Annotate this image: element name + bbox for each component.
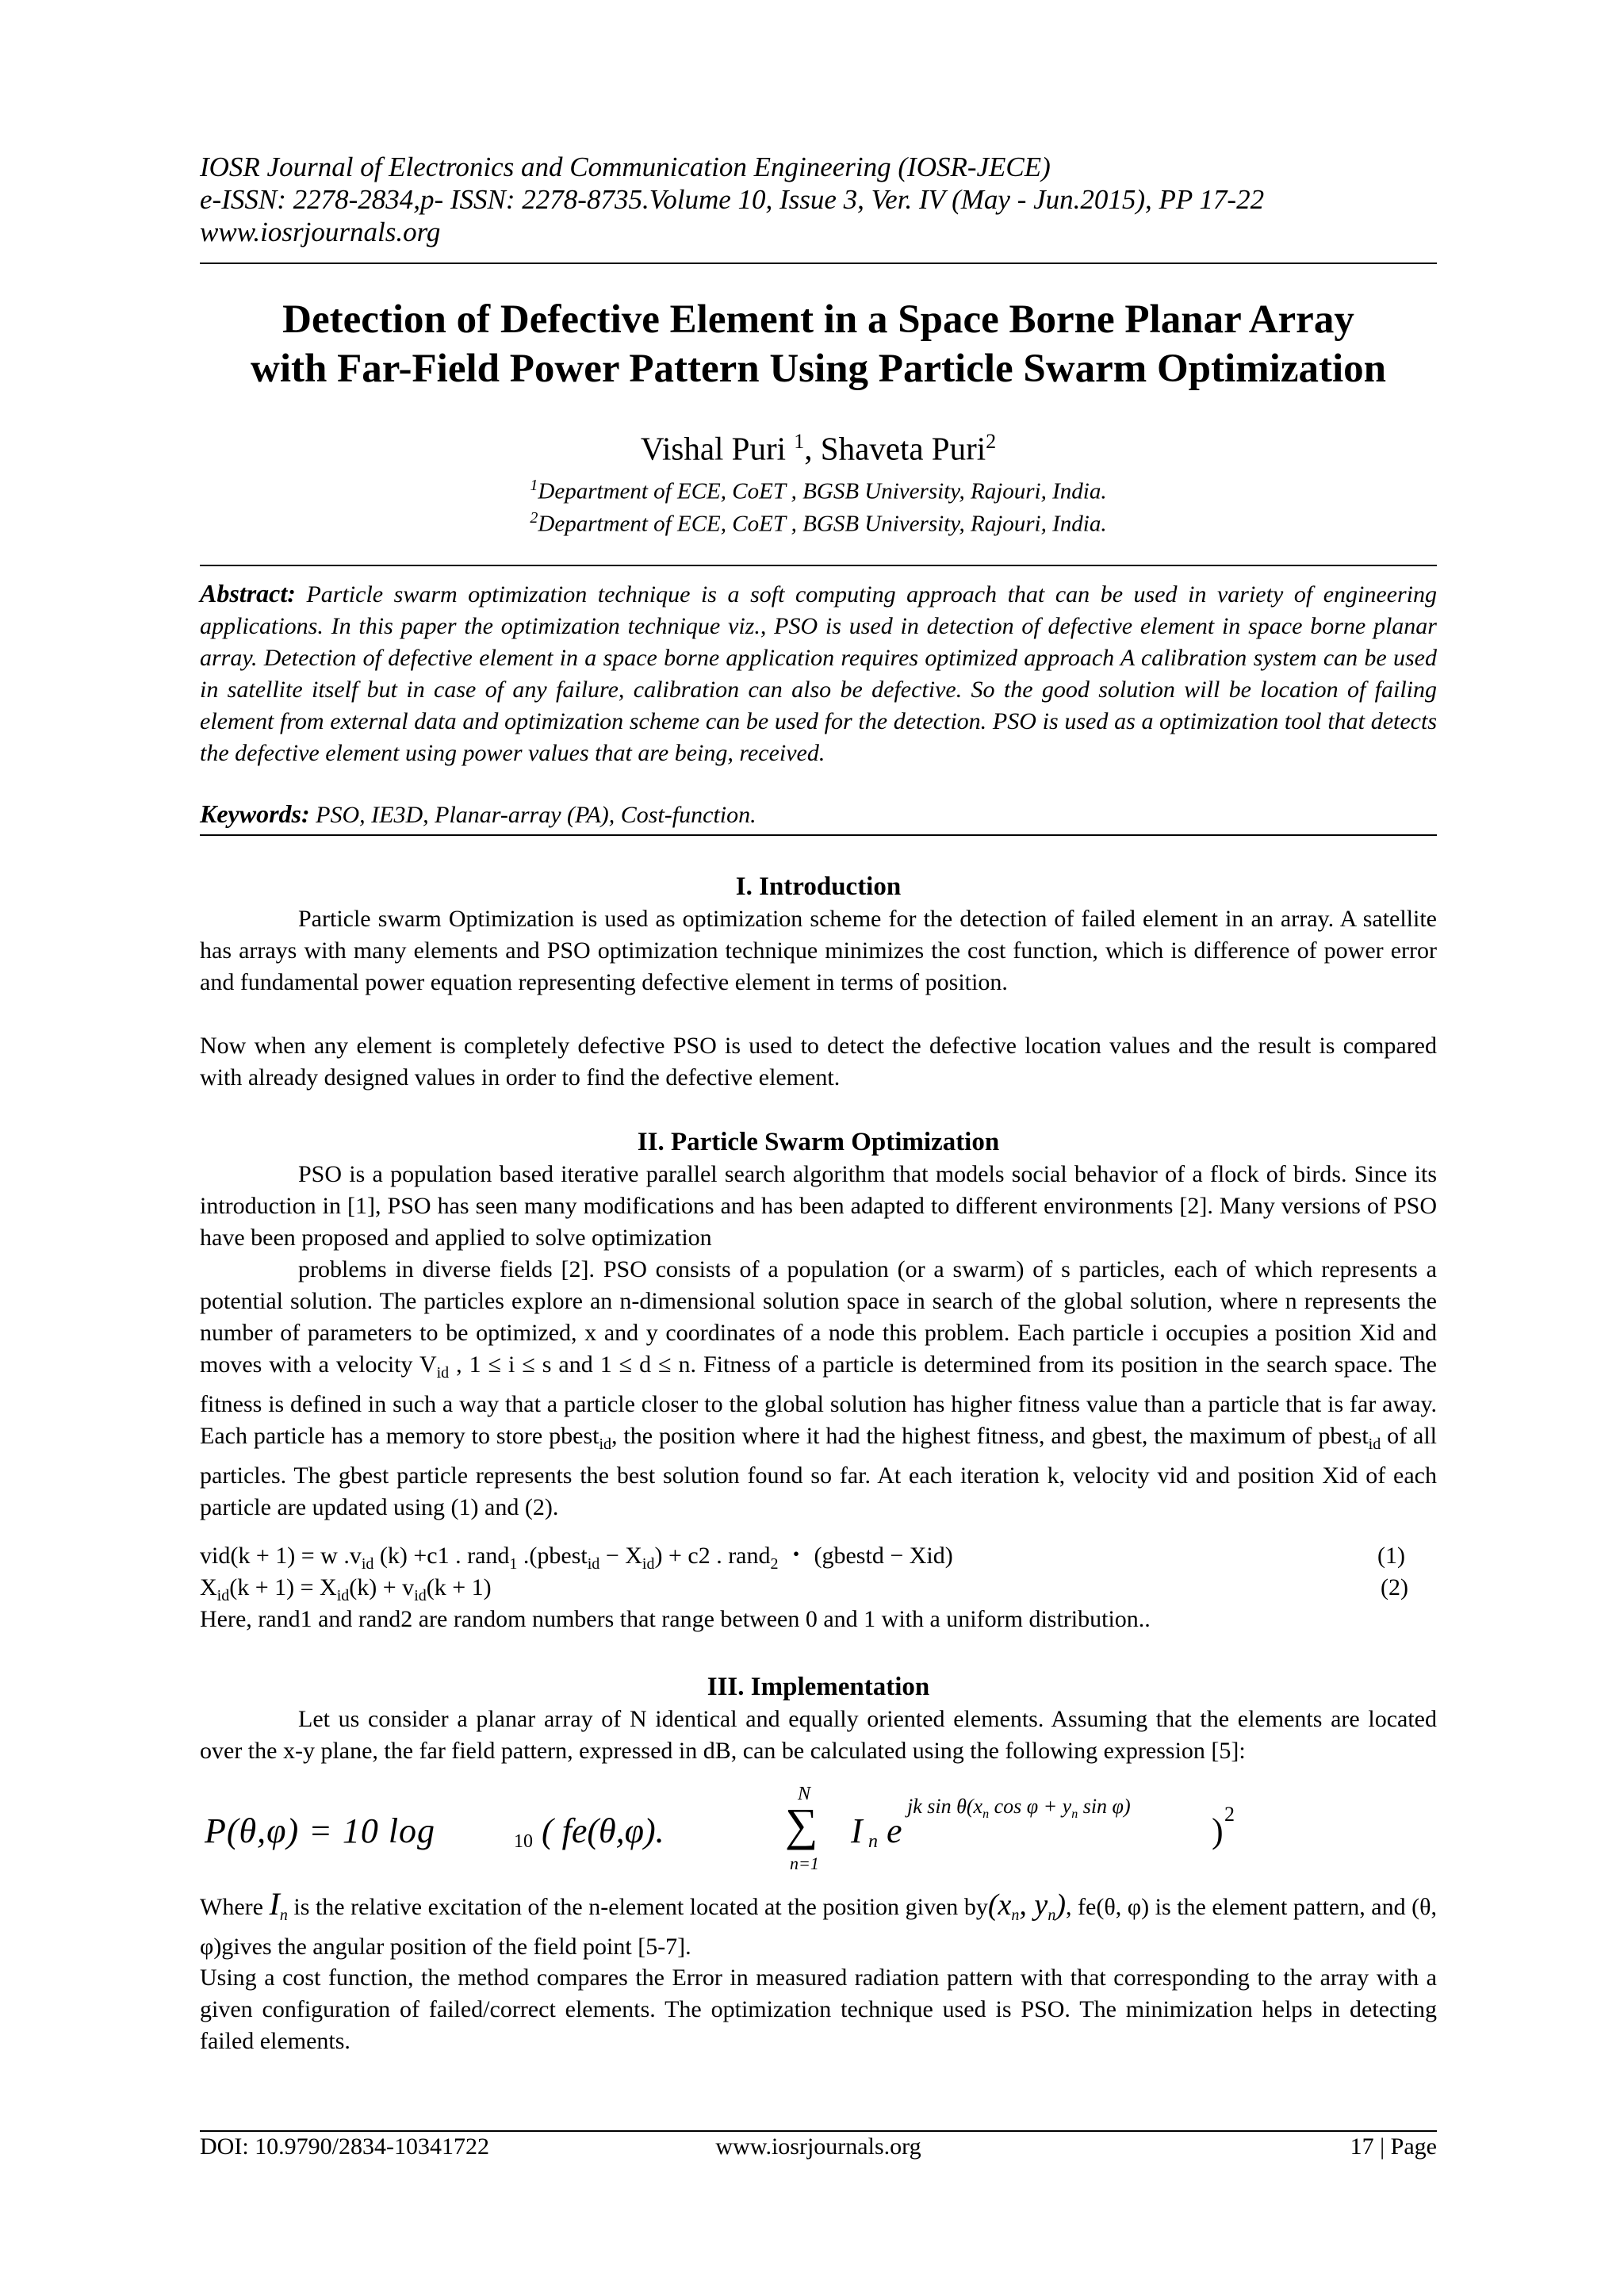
formula-exponent-a: jk sin θ(x <box>907 1795 983 1818</box>
formula-sum-bottom: n=1 <box>790 1853 819 1873</box>
impl-p2-pos-sub-1: n <box>1011 1907 1020 1924</box>
formula-exponent <box>907 1795 1131 1822</box>
eq1-part-a: vid(k + 1) = w .v <box>200 1543 362 1569</box>
formula-term-sub: n <box>868 1831 878 1852</box>
formula-exponent-sub-1: n <box>982 1807 990 1822</box>
impl-p2-part-c: , fe(θ, φ) is the element pattern, and (θ, φ)gives the angular position of the field point [5-7]. <box>200 1894 1438 1960</box>
pso-p2-sub-3: id <box>1368 1435 1381 1453</box>
pso-p2-part-a: problems in diverse fields [2]. PSO consists of a population (or a swarm) of s particles, each of which represents a potential solution. The particles explore an n-dimensional solution space in search of the global solution, where n represents the number of parameters to be optimized, x and y coordinates of a node this problem. Each particle i occupies a position Xid and moves with a velocity V <box>200 1256 1437 1378</box>
formula-close: ) <box>1212 1811 1224 1850</box>
formula-exp-base: e <box>887 1811 902 1850</box>
journal-header <box>200 151 1437 248</box>
journal-name: IOSR Journal of Electronics and Communication Engineering (IOSR-JECE) <box>200 151 1051 182</box>
eq2-part-d: (k + 1) <box>426 1574 492 1600</box>
formula-exponent-c: sin φ) <box>1078 1795 1131 1818</box>
formula-exponent-b: cos φ + y <box>989 1795 1072 1818</box>
footer-site: www.iosrjournals.org <box>715 2133 921 2160</box>
eq1-sub-c: id <box>587 1555 600 1573</box>
impl-p2-part-a: Where <box>200 1894 270 1920</box>
eq2-sub-b: id <box>336 1587 350 1604</box>
eq2-sub-c: id <box>414 1587 427 1604</box>
equation-1-number: (1) <box>1377 1543 1405 1569</box>
affiliation-2-mark: 2 <box>530 509 538 527</box>
implementation-paragraph-2 <box>200 1888 1437 1963</box>
section-pso-heading: II. Particle Swarm Optimization <box>637 1128 1000 1156</box>
author-1: Vishal Puri <box>640 430 787 467</box>
intro-paragraph-2: Now when any element is completely defective PSO is used to detect the defective location values and the result is compared with already designed values in order to find the defective element. <box>200 1033 1437 1091</box>
eq2-sub-a: id <box>216 1587 230 1604</box>
implementation-paragraph-3: Using a cost function, the method compares the Error in measured radiation pattern with that corresponding to the array with a given configuration of failed/correct elements. The optimization technique used is PSO. The minimization helps in detecting failed elements. <box>200 1964 1437 2054</box>
affiliation-2-text: Department of ECE, CoET , BGSB University, Rajouri, India. <box>538 511 1107 537</box>
abstract-bottom-rule <box>200 834 1437 836</box>
impl-p2-pos-sub-2: n <box>1048 1907 1056 1924</box>
impl-p2-var-sub: n <box>279 1907 288 1924</box>
title-line-2: with Far-Field Power Pattern Using Particle Swarm Optimization <box>251 347 1386 391</box>
intro-paragraph-1: Particle swarm Optimization is used as optimization scheme for the detection of failed element in an array. A satellite has arrays with many elements and PSO optimization technique minimizes the cost function, which is difference of power error and fundamental power equation representing defective element in terms of position. <box>200 906 1437 995</box>
paper-title <box>200 295 1437 393</box>
impl-p2-pos-b: , y <box>1019 1888 1048 1922</box>
eq2-part-c: (k) + v <box>349 1574 415 1600</box>
eq1-part-e: ) + c2 . rand <box>654 1543 771 1569</box>
pso-p2-sub-1: id <box>436 1364 450 1382</box>
affiliation-1-mark: 1 <box>530 477 538 494</box>
author-2: Shaveta Puri <box>820 430 986 467</box>
header-rule <box>200 263 1437 264</box>
affiliation-1-text: Department of ECE, CoET , BGSB University, Rajouri, India. <box>538 478 1107 504</box>
impl-p2-part-b: is the relative excitation of the n-element located at the position given by <box>287 1894 988 1920</box>
affiliation-2 <box>200 504 1437 539</box>
impl-p2-var: I <box>269 1886 280 1922</box>
eq2-part-a: X <box>200 1574 217 1600</box>
formula-sum-top: N <box>798 1784 811 1804</box>
impl-p2-pos-c: ) <box>1055 1888 1066 1922</box>
pso-p2-sub-2: id <box>599 1435 612 1453</box>
formula-log-sub: 10 <box>514 1831 533 1852</box>
eq1-part-b: (k) +c1 . rand <box>373 1543 510 1569</box>
keywords-text: PSO, IE3D, Planar-array (PA), Cost-function. <box>316 802 756 828</box>
pso-paragraph-3: Here, rand1 and rand2 are random numbers that range between 0 and 1 with a uniform distribution.. <box>200 1606 1151 1632</box>
pso-paragraph-2 <box>200 1254 1437 1524</box>
eq1-sub-a: id <box>361 1555 374 1573</box>
formula-exponent-sub-2: n <box>1071 1807 1078 1822</box>
journal-url: www.iosrjournals.org <box>200 217 441 247</box>
author-separator: , <box>804 430 821 467</box>
formula-power: 2 <box>1224 1803 1235 1826</box>
far-field-formula <box>205 1784 1442 1879</box>
abstract-label: Abstract: <box>200 579 296 608</box>
title-line-1: Detection of Defective Element in a Space Borne Planar Array <box>282 297 1354 342</box>
formula-lhs: P(θ,φ) = 10 log <box>205 1811 436 1850</box>
equation-2-number: (2) <box>1381 1574 1408 1600</box>
pso-p2-part-d: of all particles. The gbest particle represents the best solution found so far. At each iteration k, velocity vid and position Xid of each particle are updated using (1) and (2). <box>200 1423 1437 1520</box>
pso-p2-part-b: , 1 ≤ i ≤ s and 1 ≤ d ≤ n. Fitness of a particle is determined from its position in the search space. The fitness is defined in such a way that a particle closer to the global solution has higher fitness value than a particle that is far away. Each particle has a memory to store pbest <box>200 1351 1438 1449</box>
section-introduction-heading: I. Introduction <box>735 872 902 901</box>
formula-mid: ( fe(θ,φ). <box>542 1811 665 1850</box>
eq1-part-d: − X <box>599 1543 642 1569</box>
impl-p2-pos-a: (x <box>987 1888 1012 1922</box>
keywords-label: Keywords: <box>200 799 310 828</box>
author-2-mark: 2 <box>986 430 997 453</box>
implementation-paragraph-1: Let us consider a planar array of N identical and equally oriented elements. Assuming that the elements are located over the x-y plane, the far field pattern, expressed in dB, can be calculated using the following expression [5]: <box>200 1706 1437 1764</box>
eq1-sub-d: id <box>642 1555 655 1573</box>
abstract-text: Particle swarm optimization technique is a soft computing approach that can be used in variety of engineering applications. In this paper the optimization technique viz., PSO is used in detection of defective element in space borne planar array. Detection of defective element in a space borne application requires optimized approach A calibration system can be used in satellite itself but in case of any failure, calibration can also be defective. So the good solution will be location of failing element from external data and optimization scheme can be used for the detection. PSO is used as a optimization tool that detects the defective element using power values that are being, received. <box>200 581 1438 766</box>
keywords <box>200 798 1437 831</box>
abstract-top-rule <box>200 565 1437 566</box>
author-list <box>200 422 1437 469</box>
section-implementation-heading: III. Implementation <box>707 1673 930 1701</box>
formula-term: I <box>851 1811 863 1850</box>
pso-paragraph-1: PSO is a population based iterative parallel search algorithm that models social behavior of a flock of birds. Since its introduction in [1], PSO has seen many modifications and has been adapted to different environments [2]. Many versions of PSO have been proposed and applied to solve optimization <box>200 1161 1437 1251</box>
pso-p2-part-c: , the position where it had the highest fitness, and gbest, the maximum of pbest <box>611 1423 1369 1449</box>
eq1-sub-b: 1 <box>509 1555 518 1573</box>
eq1-part-c: .(pbest <box>517 1543 588 1569</box>
eq1-part-f: ・ (gbestd − Xid) <box>778 1543 953 1569</box>
affiliation-1 <box>200 471 1437 506</box>
journal-issn: e-ISSN: 2278-2834,p- ISSN: 2278-8735.Volume 10, Issue 3, Ver. IV (May - Jun.2015), PP 17-22 <box>200 184 1265 215</box>
formula-sum-symbol: ∑ <box>785 1799 818 1850</box>
abstract <box>200 577 1437 769</box>
eq1-sub-e: 2 <box>770 1555 779 1573</box>
footer-doi: DOI: 10.9790/2834-10341722 <box>200 2133 489 2160</box>
footer-page-number: 17 | Page <box>1350 2133 1437 2160</box>
eq2-part-b: (k + 1) = X <box>229 1574 337 1600</box>
author-1-mark: 1 <box>794 430 805 453</box>
